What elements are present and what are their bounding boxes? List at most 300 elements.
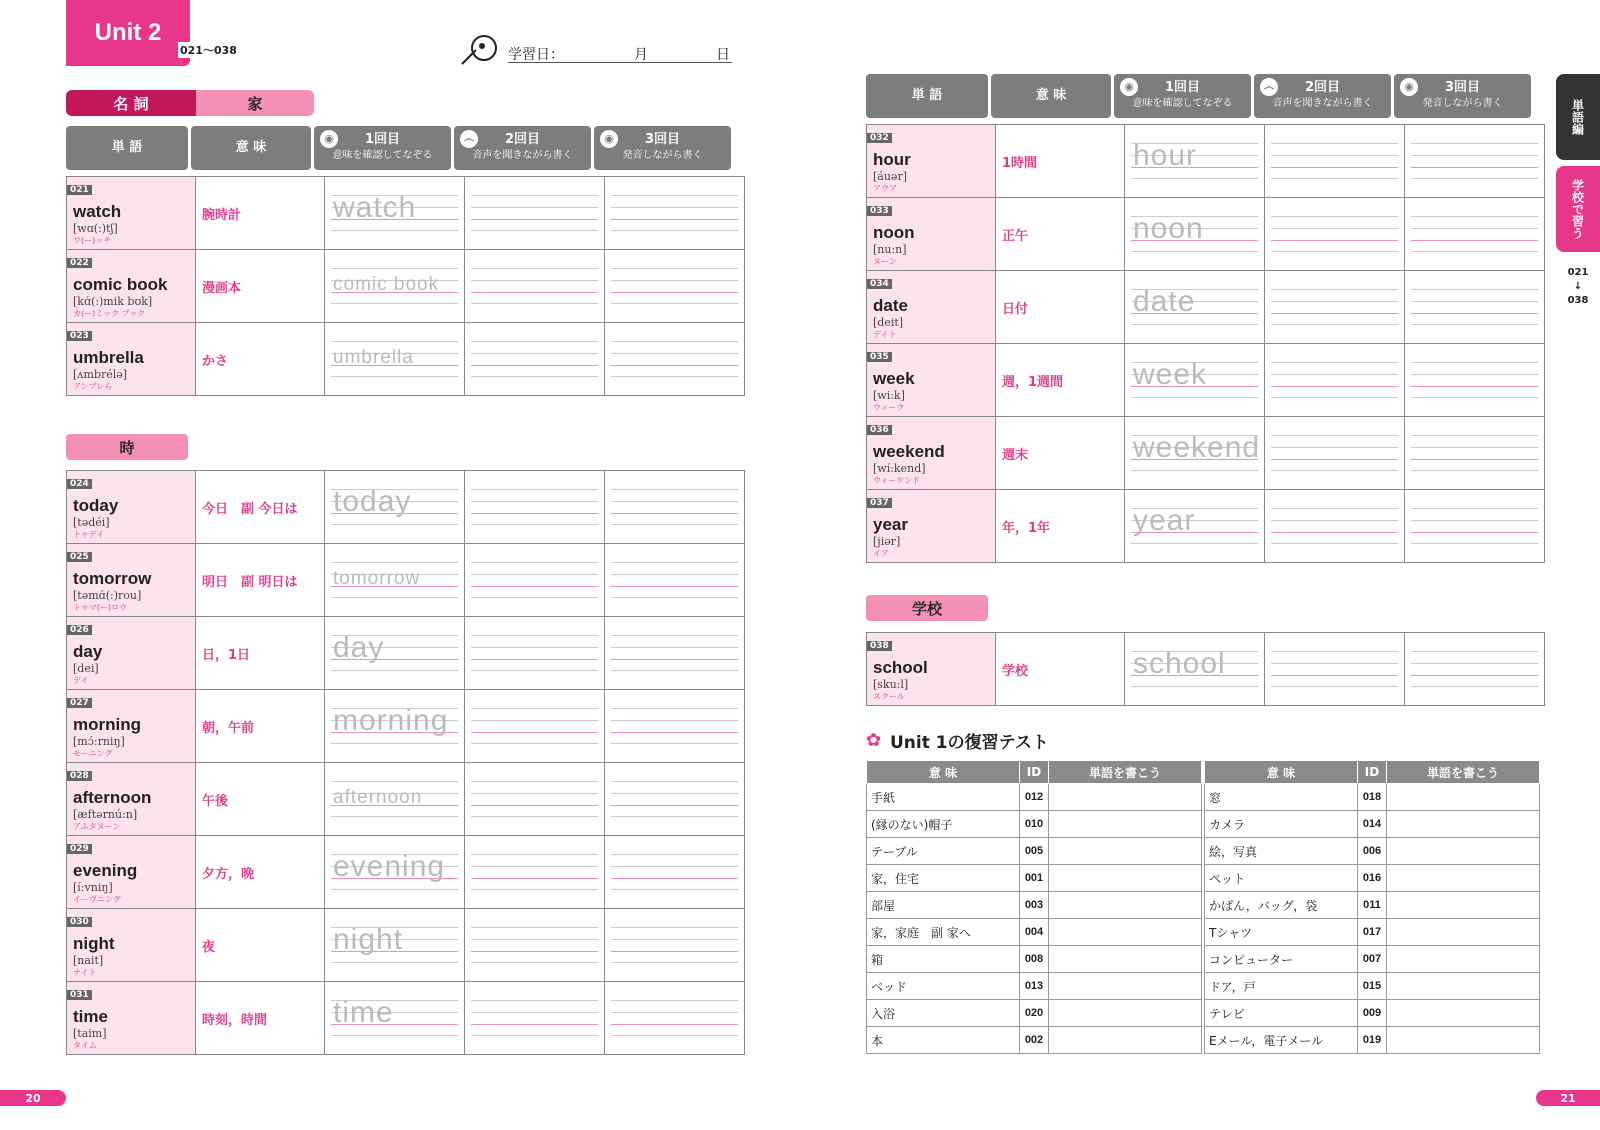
trace-word: year	[1133, 504, 1196, 537]
pronunciation: [deit]	[873, 316, 904, 329]
side-tab-vocabulary[interactable]: 単語編	[1556, 74, 1600, 160]
word-row	[867, 125, 1545, 198]
write-cell-3[interactable]	[1405, 344, 1545, 417]
pronunciation: [tədéi]	[73, 516, 110, 529]
review-meaning: コンピューター	[1205, 946, 1358, 973]
write-cell-2[interactable]	[1265, 633, 1405, 706]
word-number: 021	[67, 185, 92, 195]
katakana-reading: ウィーケンド	[873, 476, 921, 485]
trace-cell[interactable]	[325, 690, 465, 763]
trace-cell[interactable]	[325, 617, 465, 690]
review-meaning: (縁のない)帽子	[867, 811, 1020, 838]
pronunciation: [mɔ́:rniŋ]	[73, 735, 125, 748]
word-cell	[67, 177, 196, 250]
review-row	[867, 1027, 1202, 1054]
trace-cell[interactable]	[1125, 490, 1265, 563]
write-cell-3[interactable]	[605, 544, 745, 617]
pronunciation: [wí:kend]	[873, 462, 926, 475]
mascot-icon	[460, 30, 500, 66]
trace-word: morning	[333, 704, 449, 737]
katakana-reading: ワ(ー)ッチ	[73, 236, 112, 245]
trace-word: afternoon	[333, 787, 423, 808]
katakana-reading: イーヴニング	[73, 895, 121, 904]
write-cell-3[interactable]	[1405, 490, 1545, 563]
word-row	[867, 198, 1545, 271]
word-row	[67, 323, 745, 396]
word-row	[867, 271, 1545, 344]
meaning-cell: 週，1週間	[996, 344, 1125, 417]
write-cell-3[interactable]	[605, 323, 745, 396]
review-answer-field[interactable]	[1049, 865, 1202, 892]
meaning-cell: 日，1日	[196, 617, 325, 690]
write-cell-3[interactable]	[605, 471, 745, 544]
review-answer-field[interactable]	[1387, 838, 1540, 865]
word-cell	[67, 471, 196, 544]
word-row	[67, 544, 745, 617]
english-word: day	[73, 642, 103, 661]
word-cell	[67, 909, 196, 982]
trace-cell[interactable]	[1125, 344, 1265, 417]
review-id: 001	[1020, 865, 1049, 892]
trace-cell[interactable]	[325, 323, 465, 396]
review-id: 019	[1358, 1027, 1387, 1054]
trace-cell[interactable]	[1125, 633, 1265, 706]
word-number: 029	[67, 844, 92, 854]
review-id: 002	[1020, 1027, 1049, 1054]
review-row	[867, 811, 1202, 838]
word-cell	[67, 250, 196, 323]
word-row	[67, 982, 745, 1055]
word-number: 037	[867, 498, 892, 508]
unit-badge	[66, 0, 190, 66]
review-answer-field[interactable]	[1049, 946, 1202, 973]
word-row	[67, 250, 745, 323]
meaning-cell: 明日 副 明日は	[196, 544, 325, 617]
review-meaning: 箱	[867, 946, 1020, 973]
word-number: 023	[67, 331, 92, 341]
review-row	[867, 973, 1202, 1000]
word-row	[67, 836, 745, 909]
study-date-field[interactable]	[508, 42, 732, 63]
time-word-table-left	[66, 470, 745, 1055]
word-number: 026	[67, 625, 92, 635]
review-id: 005	[1020, 838, 1049, 865]
page-number-right: 21	[1536, 1090, 1600, 1106]
review-id: 006	[1358, 838, 1387, 865]
write-cell-2[interactable]	[465, 544, 605, 617]
review-meaning: Eメール，電子メール	[1205, 1027, 1358, 1054]
write-cell-2[interactable]	[1265, 490, 1405, 563]
trace-cell[interactable]	[1125, 417, 1265, 490]
review-answer-field[interactable]	[1387, 811, 1540, 838]
word-cell	[67, 544, 196, 617]
katakana-reading: トゥマ(ー)ロウ	[73, 603, 128, 612]
speak-icon: ◉	[1400, 78, 1418, 96]
review-meaning: ベッド	[867, 973, 1020, 1000]
english-word: noon	[873, 223, 915, 242]
review-answer-field[interactable]	[1387, 919, 1540, 946]
review-id: 011	[1358, 892, 1387, 919]
review-meaning: ドア，戸	[1205, 973, 1358, 1000]
meaning-cell: 漫画本	[196, 250, 325, 323]
katakana-reading: スクール	[873, 692, 905, 701]
write-cell-2[interactable]	[1265, 417, 1405, 490]
write-cell-2[interactable]	[1265, 271, 1405, 344]
trace-word: date	[1133, 285, 1196, 318]
meaning-cell: 正午	[996, 198, 1125, 271]
eye-icon: ◉	[1120, 78, 1138, 96]
write-cell-3[interactable]	[1405, 271, 1545, 344]
trace-cell[interactable]	[1125, 271, 1265, 344]
write-cell-2[interactable]	[465, 471, 605, 544]
write-cell-3[interactable]	[605, 250, 745, 323]
katakana-reading: アふタヌーン	[73, 822, 121, 831]
word-row	[867, 344, 1545, 417]
review-row	[1205, 865, 1540, 892]
write-cell-3[interactable]	[605, 909, 745, 982]
trace-word: umbrella	[333, 347, 414, 368]
header-meaning: 意 味	[991, 74, 1111, 118]
write-cell-3[interactable]	[605, 982, 745, 1055]
english-word: weekend	[873, 442, 945, 461]
write-cell-2[interactable]	[465, 250, 605, 323]
trace-cell[interactable]	[325, 250, 465, 323]
write-cell-3[interactable]	[605, 763, 745, 836]
word-number: 035	[867, 352, 892, 362]
review-meaning: 絵，写真	[1205, 838, 1358, 865]
english-word: afternoon	[73, 788, 152, 807]
review-answer-field[interactable]	[1049, 838, 1202, 865]
katakana-reading: カ(ー)ミック ブック	[73, 309, 146, 318]
pronunciation: [nu:n]	[873, 243, 907, 256]
word-cell	[867, 198, 996, 271]
review-row	[1205, 919, 1540, 946]
side-range: 021 ↓ 038	[1567, 267, 1589, 306]
meaning-cell: 午後	[196, 763, 325, 836]
word-cell	[67, 836, 196, 909]
word-row	[867, 417, 1545, 490]
english-word: hour	[873, 150, 911, 169]
review-row	[867, 1000, 1202, 1027]
pronunciation: [kɑ́(:)mik bʊk]	[73, 295, 153, 308]
review-col-id: ID	[1020, 761, 1049, 784]
review-id: 012	[1020, 784, 1049, 811]
english-word: evening	[73, 861, 138, 880]
school-tag: 学校	[866, 595, 988, 621]
word-number: 027	[67, 698, 92, 708]
word-cell	[867, 490, 996, 563]
review-col-meaning: 意 味	[1205, 761, 1358, 784]
review-row	[867, 865, 1202, 892]
word-row	[67, 177, 745, 250]
meaning-cell: かさ	[196, 323, 325, 396]
write-cell-2[interactable]	[1265, 198, 1405, 271]
meaning-cell: 腕時計	[196, 177, 325, 250]
word-row	[67, 471, 745, 544]
review-row	[867, 946, 1202, 973]
review-id: 014	[1358, 811, 1387, 838]
unit-range: 021～038	[180, 44, 237, 57]
review-row	[1205, 1000, 1540, 1027]
write-cell-3[interactable]	[1405, 198, 1545, 271]
pronunciation: [sku:l]	[873, 678, 909, 691]
review-id: 004	[1020, 919, 1049, 946]
write-cell-3[interactable]	[605, 177, 745, 250]
review-col-id: ID	[1358, 761, 1387, 784]
trace-word: today	[333, 485, 412, 518]
katakana-reading: トゥデイ	[73, 530, 105, 539]
review-answer-field[interactable]	[1049, 1000, 1202, 1027]
word-cell	[867, 271, 996, 344]
english-word: year	[873, 515, 908, 534]
word-cell	[67, 763, 196, 836]
word-number: 032	[867, 133, 892, 143]
header-word: 単 語	[66, 126, 188, 170]
word-number: 030	[67, 917, 92, 927]
review-title: ✿ Unit 1の復習テスト	[866, 729, 1049, 753]
review-answer-field[interactable]	[1387, 1000, 1540, 1027]
word-number: 022	[67, 258, 92, 268]
review-meaning: カメラ	[1205, 811, 1358, 838]
word-cell	[867, 344, 996, 417]
katakana-reading: ナイト	[73, 968, 97, 977]
page-number-left: 20	[0, 1090, 66, 1106]
review-answer-field[interactable]	[1049, 892, 1202, 919]
review-answer-field[interactable]	[1387, 865, 1540, 892]
word-number: 025	[67, 552, 92, 562]
time-tag: 時	[66, 434, 188, 460]
pronunciation: [nait]	[73, 954, 104, 967]
house-word-table	[66, 176, 745, 396]
english-word: today	[73, 496, 119, 515]
review-answer-field[interactable]	[1049, 784, 1202, 811]
write-cell-3[interactable]	[605, 690, 745, 763]
review-row	[1205, 784, 1540, 811]
review-meaning: テーブル	[867, 838, 1020, 865]
review-row	[867, 784, 1202, 811]
word-number: 033	[867, 206, 892, 216]
katakana-reading: モーニング	[73, 749, 113, 758]
pronunciation: [ʌmbrélə]	[73, 368, 128, 381]
word-number: 031	[67, 990, 92, 1000]
trace-word: hour	[1133, 139, 1198, 172]
review-row	[867, 919, 1202, 946]
ear-icon: ෴	[1260, 78, 1278, 96]
word-cell	[67, 690, 196, 763]
review-row	[867, 838, 1202, 865]
speak-icon: ◉	[600, 130, 618, 148]
review-answer-field[interactable]	[1049, 1027, 1202, 1054]
review-row	[1205, 838, 1540, 865]
trace-word: weekend	[1133, 431, 1261, 464]
word-row	[867, 490, 1545, 563]
katakana-reading: アンブレら	[73, 382, 113, 391]
word-cell	[867, 633, 996, 706]
review-row	[1205, 811, 1540, 838]
write-cell-2[interactable]	[1265, 344, 1405, 417]
pronunciation: [wɑ(:)tʃ]	[73, 222, 118, 235]
english-word: school	[873, 658, 928, 677]
trace-word: tomorrow	[333, 568, 421, 589]
review-meaning: 家，住宅	[867, 865, 1020, 892]
side-tab-school[interactable]: 学校で習う	[1556, 166, 1600, 252]
write-cell-2[interactable]	[465, 763, 605, 836]
pronunciation: [áuər]	[873, 170, 907, 183]
katakana-reading: デイ	[73, 676, 89, 685]
clover-icon: ✿	[866, 729, 882, 751]
day-label: 日	[716, 47, 730, 63]
write-cell-3[interactable]	[1405, 633, 1545, 706]
trace-word: time	[333, 996, 394, 1029]
word-row	[67, 617, 745, 690]
review-row	[1205, 946, 1540, 973]
review-answer-field[interactable]	[1387, 784, 1540, 811]
trace-word: school	[1133, 647, 1226, 680]
unit-title: Unit 2	[94, 19, 162, 46]
review-answer-field[interactable]	[1387, 892, 1540, 919]
word-number: 034	[867, 279, 892, 289]
trace-cell[interactable]	[325, 909, 465, 982]
write-cell-3[interactable]	[605, 836, 745, 909]
review-col-meaning: 意 味	[867, 761, 1020, 784]
review-answer-field[interactable]	[1387, 946, 1540, 973]
trace-cell[interactable]	[325, 763, 465, 836]
header-pass3: ◉ 3回目 発音しながら書く	[594, 126, 731, 170]
meaning-cell: 週末	[996, 417, 1125, 490]
meaning-cell: 夜	[196, 909, 325, 982]
english-word: night	[73, 934, 115, 953]
trace-cell[interactable]	[325, 177, 465, 250]
word-number: 028	[67, 771, 92, 781]
english-word: time	[73, 1007, 108, 1026]
word-row	[67, 909, 745, 982]
write-cell-2[interactable]	[465, 177, 605, 250]
header-meaning: 意 味	[191, 126, 311, 170]
review-row	[1205, 973, 1540, 1000]
trace-cell[interactable]	[325, 836, 465, 909]
meaning-cell: 夕方，晩	[196, 836, 325, 909]
english-word: comic book	[73, 275, 168, 294]
write-cell-2[interactable]	[465, 836, 605, 909]
noun-tag: 名 詞	[66, 90, 196, 116]
trace-cell[interactable]	[325, 544, 465, 617]
write-cell-2[interactable]	[465, 690, 605, 763]
pronunciation: [wi:k]	[873, 389, 905, 402]
review-id: 018	[1358, 784, 1387, 811]
meaning-cell: 年，1年	[996, 490, 1125, 563]
eye-icon: ◉	[320, 130, 338, 148]
review-table-left	[866, 760, 1202, 1054]
review-answer-field[interactable]	[1049, 973, 1202, 1000]
review-row	[867, 892, 1202, 919]
study-date-label: 学習日：	[508, 47, 564, 63]
word-cell	[67, 982, 196, 1055]
meaning-cell: 日付	[996, 271, 1125, 344]
pronunciation: [dei]	[73, 662, 99, 675]
review-table-right	[1204, 760, 1540, 1054]
english-word: date	[873, 296, 908, 315]
pronunciation: [təmɑ́(:)rou]	[73, 589, 142, 602]
review-id: 015	[1358, 973, 1387, 1000]
write-cell-2[interactable]	[1265, 125, 1405, 198]
review-id: 016	[1358, 865, 1387, 892]
word-cell	[867, 417, 996, 490]
trace-word: comic book	[333, 274, 440, 295]
review-answer-field[interactable]	[1049, 811, 1202, 838]
meaning-cell: 学校	[996, 633, 1125, 706]
write-cell-2[interactable]	[465, 909, 605, 982]
trace-cell[interactable]	[325, 471, 465, 544]
header-pass1: ◉ 1回目 意味を確認してなぞる	[314, 126, 451, 170]
header-pass3: ◉ 3回目 発音しながら書く	[1394, 74, 1531, 118]
header-word: 単 語	[866, 74, 988, 118]
review-id: 009	[1358, 1000, 1387, 1027]
word-cell	[867, 125, 996, 198]
meaning-cell: 1時間	[996, 125, 1125, 198]
review-answer-field[interactable]	[1387, 1027, 1540, 1054]
review-meaning: Tシャツ	[1205, 919, 1358, 946]
review-meaning: 手紙	[867, 784, 1020, 811]
write-cell-2[interactable]	[465, 617, 605, 690]
word-number: 038	[867, 641, 892, 651]
review-meaning: 部屋	[867, 892, 1020, 919]
review-row	[1205, 1027, 1540, 1054]
review-meaning: 家，家庭 副 家へ	[867, 919, 1020, 946]
katakana-reading: アウア	[873, 184, 897, 193]
review-id: 003	[1020, 892, 1049, 919]
review-answer-field[interactable]	[1387, 973, 1540, 1000]
pronunciation: [í:vniŋ]	[73, 881, 113, 894]
review-id: 008	[1020, 946, 1049, 973]
katakana-reading: イア	[873, 549, 889, 558]
write-cell-3[interactable]	[1405, 417, 1545, 490]
review-answer-field[interactable]	[1049, 919, 1202, 946]
trace-cell[interactable]	[1125, 198, 1265, 271]
trace-cell[interactable]	[325, 982, 465, 1055]
english-word: watch	[73, 202, 122, 221]
english-word: umbrella	[73, 348, 144, 367]
review-meaning: テレビ	[1205, 1000, 1358, 1027]
review-id: 013	[1020, 973, 1049, 1000]
write-cell-3[interactable]	[1405, 125, 1545, 198]
write-cell-3[interactable]	[605, 617, 745, 690]
pronunciation: [jiər]	[873, 535, 901, 548]
review-meaning: かばん，バッグ，袋	[1205, 892, 1358, 919]
header-pass2: ෴ 2回目 音声を聞きながら書く	[1254, 74, 1391, 118]
month-label: 月	[634, 47, 648, 63]
word-number: 036	[867, 425, 892, 435]
katakana-reading: デイト	[873, 330, 897, 339]
write-cell-2[interactable]	[465, 982, 605, 1055]
write-cell-2[interactable]	[465, 323, 605, 396]
katakana-reading: ヌーン	[873, 257, 897, 266]
review-meaning: 本	[867, 1027, 1020, 1054]
word-cell	[67, 617, 196, 690]
meaning-cell: 朝，午前	[196, 690, 325, 763]
ear-icon: ෴	[460, 130, 478, 148]
meaning-cell: 時刻，時間	[196, 982, 325, 1055]
word-row	[67, 690, 745, 763]
katakana-reading: ウィーク	[873, 403, 905, 412]
trace-cell[interactable]	[1125, 125, 1265, 198]
header-pass2: ෴ 2回目 音声を聞きながら書く	[454, 126, 591, 170]
school-word-table	[866, 632, 1545, 706]
trace-word: noon	[1133, 212, 1204, 245]
review-id: 017	[1358, 919, 1387, 946]
trace-word: evening	[333, 850, 446, 883]
trace-word: watch	[333, 191, 417, 224]
pronunciation: [taim]	[73, 1027, 107, 1040]
